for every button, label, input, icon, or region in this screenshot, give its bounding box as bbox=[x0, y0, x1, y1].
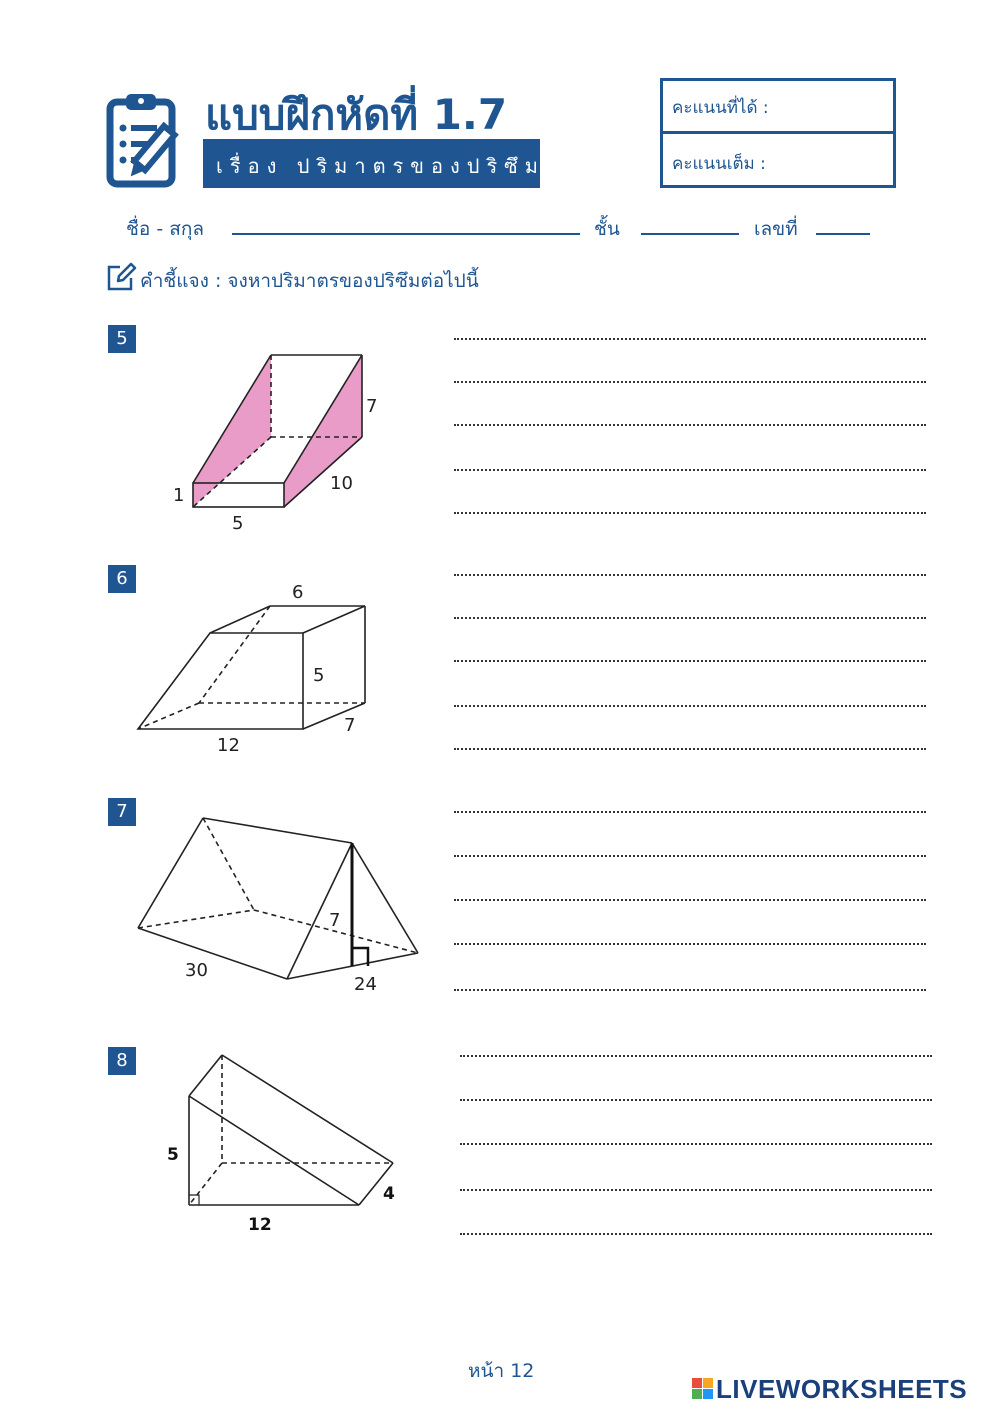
answer-line[interactable] bbox=[454, 855, 926, 857]
dim-label: 7 bbox=[329, 910, 341, 931]
page-subtitle: เรื่อง ปริมาตรของปริซึม bbox=[216, 154, 545, 178]
liveworksheets-brand: LIVEWORKSHEETS bbox=[716, 1374, 968, 1404]
liveworksheets-logo bbox=[692, 1378, 714, 1400]
number-label: เลขที่ bbox=[754, 218, 798, 240]
dim-label: 5 bbox=[232, 513, 244, 534]
dim-label: 12 bbox=[248, 1215, 272, 1235]
dim-label: 5 bbox=[313, 665, 325, 686]
answer-line[interactable] bbox=[454, 469, 926, 471]
answer-line[interactable] bbox=[454, 899, 926, 901]
answer-line[interactable] bbox=[460, 1233, 932, 1235]
dim-label: 24 bbox=[354, 974, 377, 995]
name-label: ชื่อ - สกุล bbox=[126, 218, 204, 240]
answer-line[interactable] bbox=[454, 424, 926, 426]
answer-line[interactable] bbox=[460, 1099, 932, 1101]
dim-label: 5 bbox=[167, 1145, 179, 1165]
dim-label: 1 bbox=[173, 485, 185, 506]
page-number: หน้า 12 bbox=[468, 1360, 535, 1382]
problem-number: 8 bbox=[108, 1047, 136, 1075]
dim-label: 30 bbox=[185, 960, 208, 981]
dim-label: 7 bbox=[344, 715, 356, 736]
dim-label: 6 bbox=[292, 582, 304, 603]
instruction-text: คำชี้แจง : จงหาปริมาตรของปริซึมต่อไปนี้ bbox=[140, 270, 479, 292]
answer-line[interactable] bbox=[454, 943, 926, 945]
answer-line[interactable] bbox=[460, 1143, 932, 1145]
answer-line[interactable] bbox=[460, 1189, 932, 1191]
answer-line[interactable] bbox=[454, 748, 926, 750]
answer-line[interactable] bbox=[454, 338, 926, 340]
dim-label: 10 bbox=[330, 473, 353, 494]
score-earned-label: คะแนนที่ได้ : bbox=[672, 98, 769, 118]
answer-line[interactable] bbox=[454, 989, 926, 991]
answer-line[interactable] bbox=[454, 512, 926, 514]
dim-label: 4 bbox=[383, 1184, 395, 1204]
problem-number: 6 bbox=[108, 565, 136, 593]
score-full-label: คะแนนเต็ม : bbox=[672, 154, 766, 174]
answer-line[interactable] bbox=[454, 617, 926, 619]
answer-line[interactable] bbox=[454, 381, 926, 383]
answer-line[interactable] bbox=[460, 1055, 932, 1057]
page-title: แบบฝึกหัดที่ 1.7 bbox=[205, 90, 508, 139]
dim-label: 7 bbox=[366, 396, 378, 417]
class-label: ชั้น bbox=[594, 218, 620, 240]
answer-line[interactable] bbox=[454, 811, 926, 813]
answer-line[interactable] bbox=[454, 705, 926, 707]
dim-label: 12 bbox=[217, 735, 240, 756]
answer-line[interactable] bbox=[454, 660, 926, 662]
problem-number: 7 bbox=[108, 798, 136, 826]
answer-line[interactable] bbox=[454, 574, 926, 576]
problem-number: 5 bbox=[108, 325, 136, 353]
